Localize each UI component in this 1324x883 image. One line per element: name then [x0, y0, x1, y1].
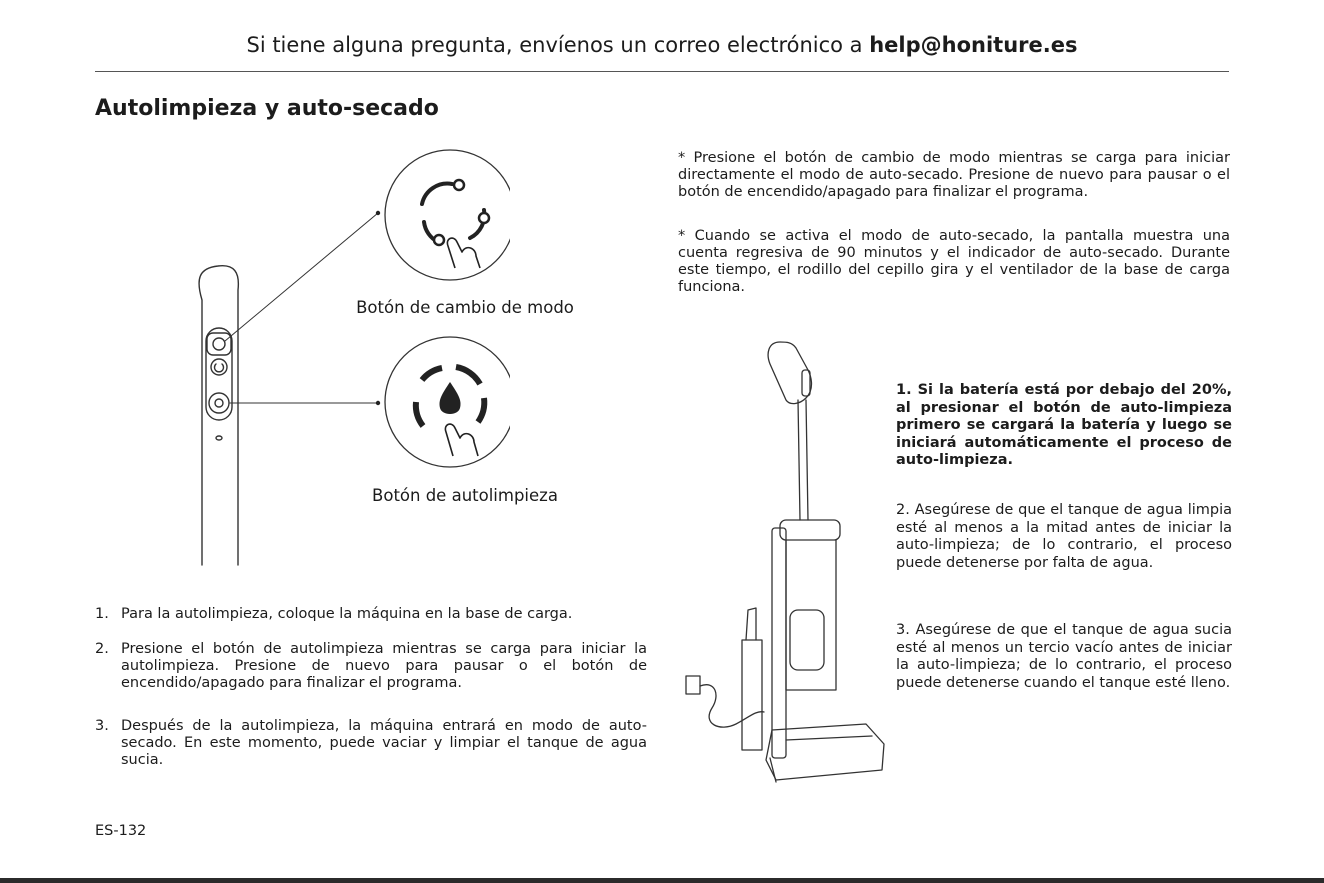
base-column	[772, 528, 786, 758]
step-text: Después de la autolimpieza, la máquina entrará en modo de auto-secado. En este momento, puede vaciar y limpiar el tanque de agua sucia.	[121, 718, 647, 768]
power-icon	[215, 364, 224, 372]
accessory-holder	[742, 640, 762, 750]
left-step-2	[95, 641, 647, 692]
wall-socket	[686, 676, 700, 694]
note-dry-mode: * Presione el botón de cambio de modo mientras se carga para iniciar directamente el modo de auto-secado. Presione de nuevo para pausar o el botón de encendido/apagado para finalizar el programa.	[678, 150, 1230, 200]
power-cable	[700, 685, 764, 727]
bottom-border	[0, 878, 1324, 883]
tank-top	[780, 520, 840, 540]
header-divider	[95, 71, 1229, 72]
step-text: Presione el botón de autolimpieza mientras se carga para iniciar la autolimpieza. Presione de nuevo para pausar o el botón de encendido/apagado para finalizar el programa.	[121, 641, 647, 691]
water-drop-icon	[439, 382, 460, 414]
note-dry-countdown: * Cuando se activa el modo de auto-secado, la pantalla muestra una cuenta regresiva de 90 minutos y el indicador de auto-secado. Durante este tiempo, el rodillo del cepillo gira y el ventilador de la base de carga funciona.	[678, 228, 1230, 295]
mode-button-caption: Botón de cambio de modo	[356, 298, 574, 317]
section-title: Autolimpieza y auto-secado	[95, 96, 439, 121]
tank-body	[786, 540, 836, 690]
handle-grip	[768, 342, 811, 404]
callout-dot-mode	[376, 211, 380, 215]
dirty-tank	[790, 610, 824, 670]
selfclean-button-icon	[215, 399, 223, 407]
left-step-3	[95, 718, 647, 769]
step-text: Para la autolimpieza, coloque la máquina en la base de carga.	[121, 606, 573, 622]
mode-switch-icon	[422, 184, 484, 242]
finger-icon-2	[445, 424, 478, 456]
finger-icon	[447, 238, 480, 268]
selfclean-button-caption: Botón de autolimpieza	[372, 486, 558, 505]
step-number: 3.	[95, 718, 109, 734]
page-header	[95, 20, 1229, 70]
callout-dot-selfclean	[376, 401, 380, 405]
selfclean-button-outline	[209, 393, 229, 413]
mode-button-zoom-circle	[385, 150, 510, 280]
mode-button-icon	[213, 338, 225, 350]
callout-line-mode	[225, 213, 378, 341]
vacuum-on-base-illustration	[676, 340, 900, 785]
header-text: Si tiene alguna pregunta, envíenos un correo electrónico a	[246, 33, 870, 57]
power-button-outline	[211, 359, 227, 375]
wand-right	[806, 400, 808, 520]
floor-head-line	[786, 736, 872, 740]
right-step-3: 3. Asegúrese de que el tanque de agua sucia esté al menos un tercio vacío antes de iniciar la auto-limpieza; de lo contrario, el proceso puede detenerse cuando el tanque esté lleno.	[896, 622, 1232, 691]
handle-display	[802, 370, 810, 396]
mode-button-outline	[207, 333, 231, 355]
right-step-2: 2. Asegúrese de que el tanque de agua limpia esté al menos a la mitad antes de iniciar la auto-limpieza; de lo contrario, el proceso puede detenerse por falta de agua.	[896, 502, 1232, 571]
right-step-1: 1. Si la batería está por debajo del 20%, al presionar el botón de auto-limpieza primero se cargará la batería y luego se iniciará automáticamente el proceso de auto-limpieza.	[896, 382, 1232, 468]
page-number: ES-132	[95, 823, 147, 839]
accessory-tool	[746, 608, 756, 640]
indicator-light	[216, 436, 222, 440]
floor-head	[766, 724, 884, 780]
left-step-1	[95, 606, 647, 623]
handle-body	[199, 266, 238, 565]
step-number: 2.	[95, 641, 109, 657]
support-email[interactable]: help@honiture.es	[869, 33, 1078, 57]
wand-left	[798, 400, 800, 520]
step-number: 1.	[95, 606, 109, 622]
